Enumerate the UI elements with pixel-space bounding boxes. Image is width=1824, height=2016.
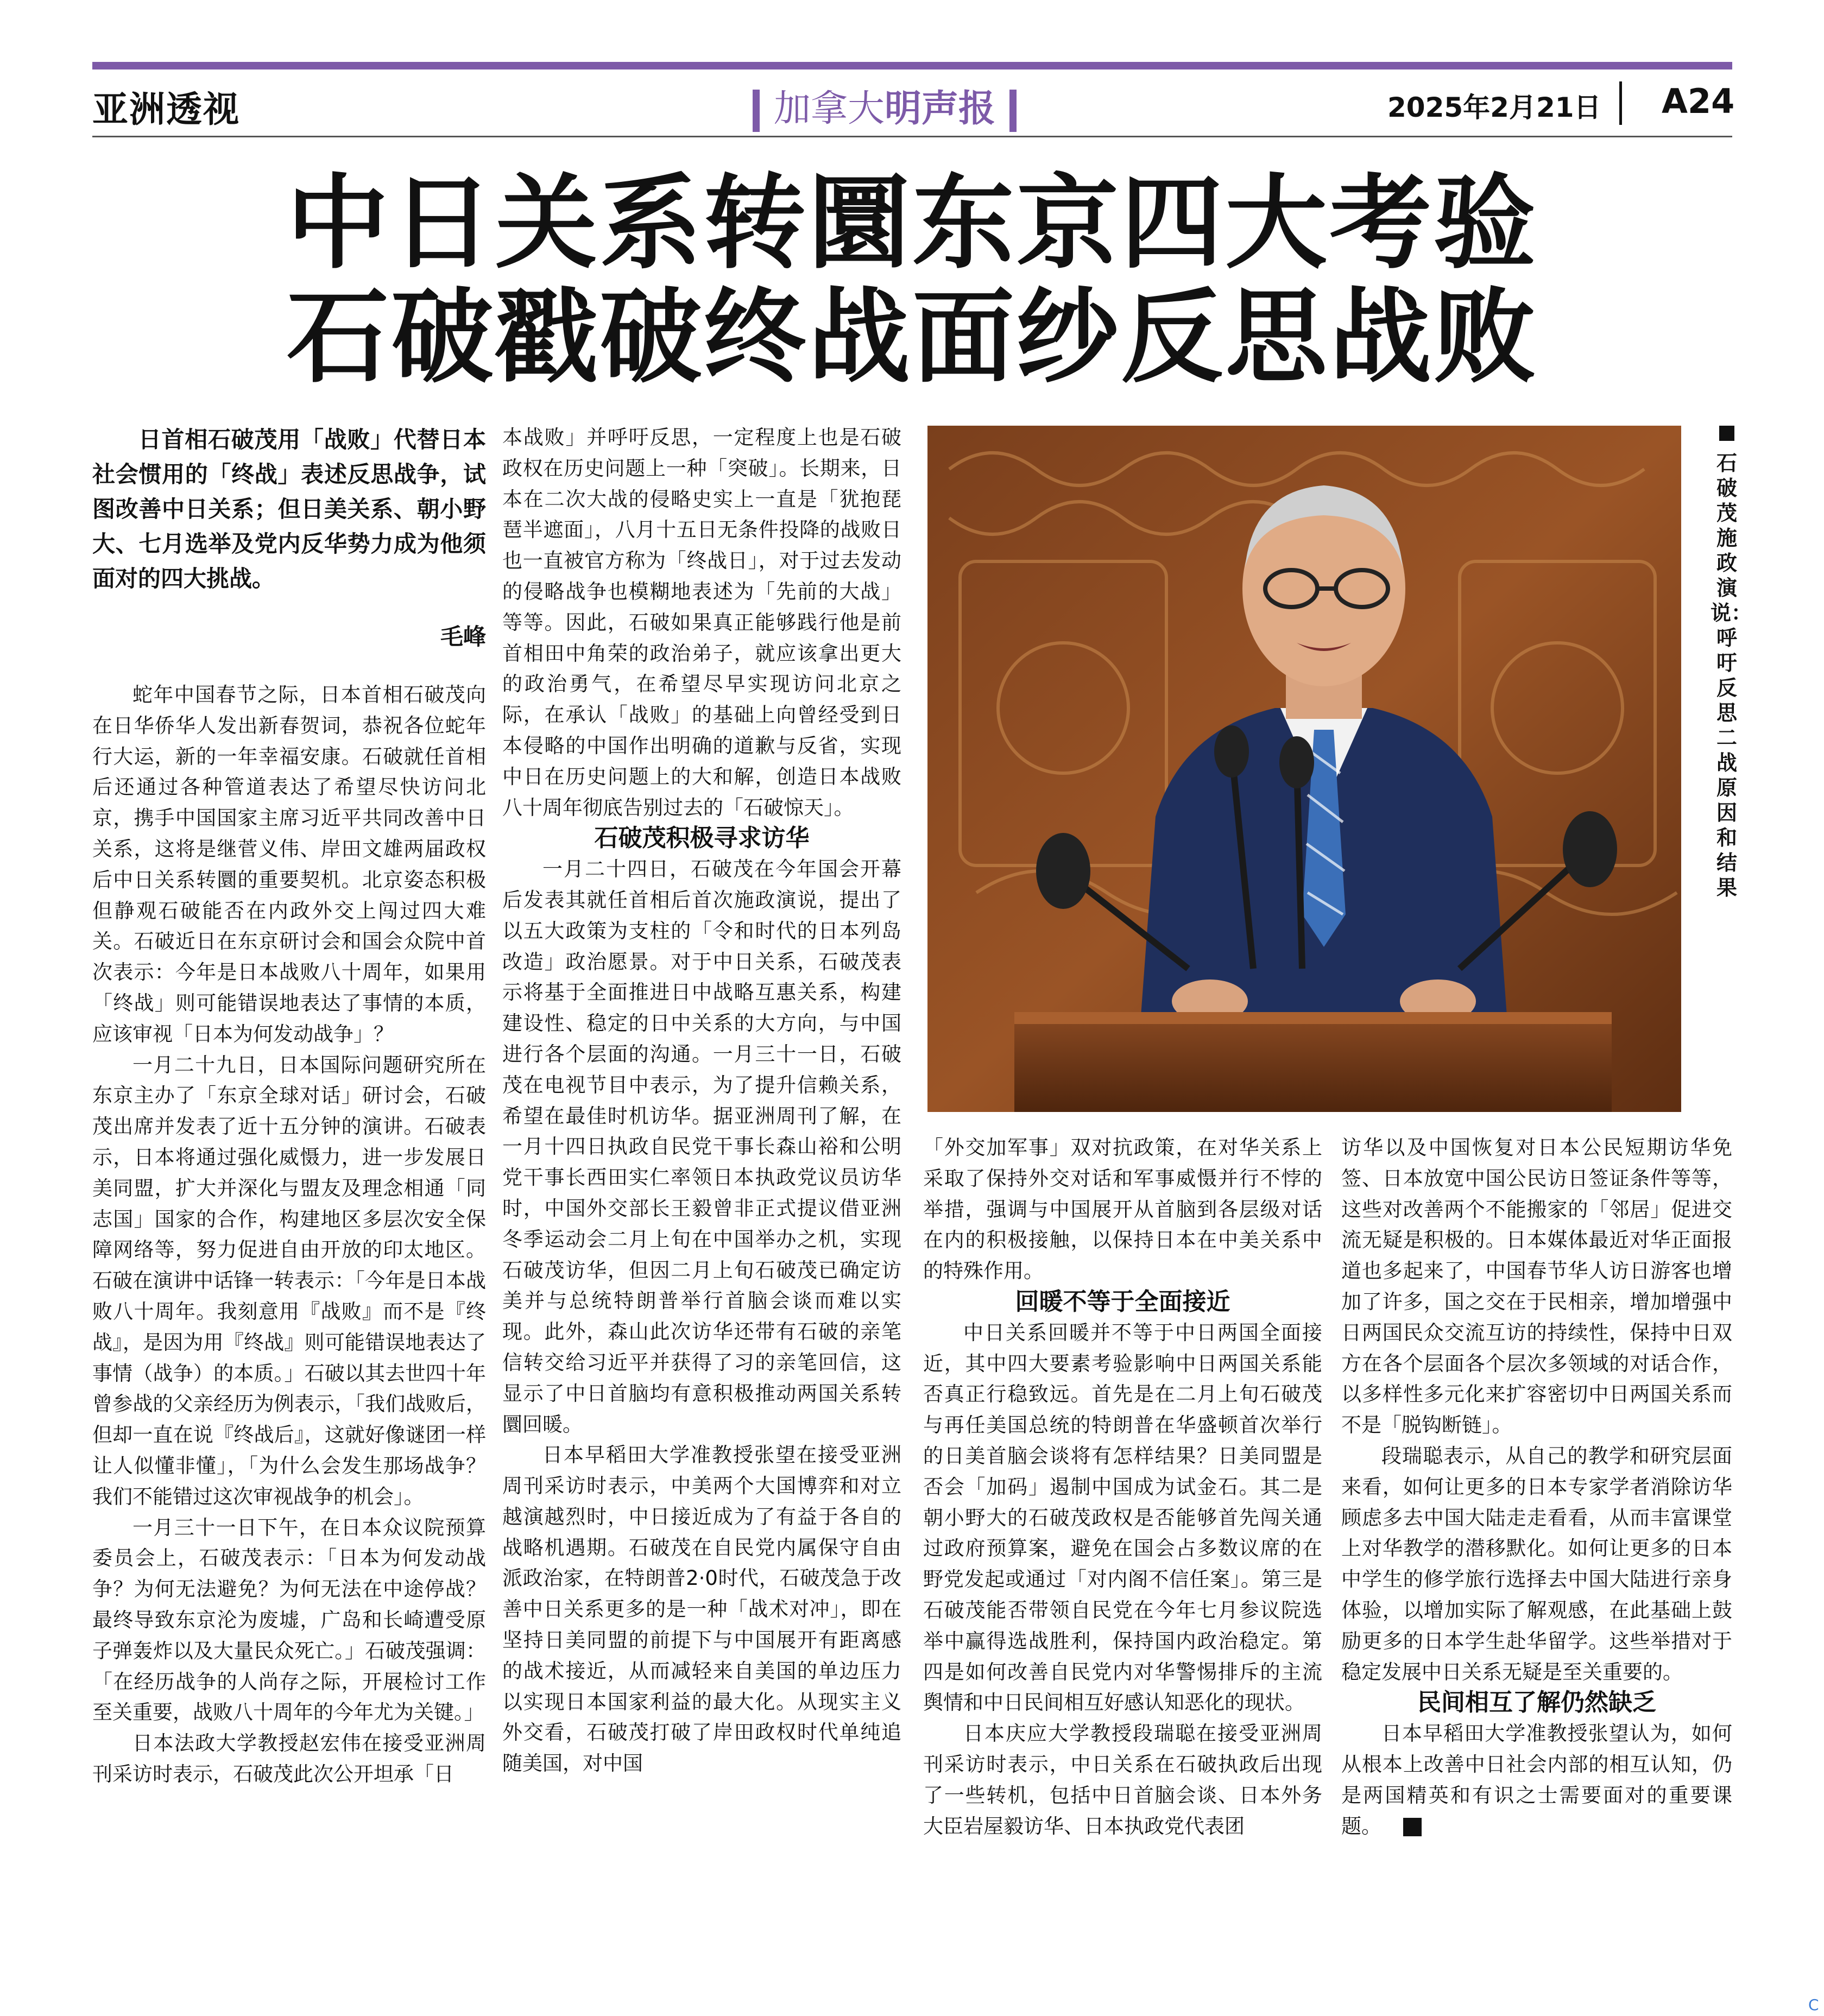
photo-caption [1711, 426, 1752, 900]
lead-paragraph [92, 422, 486, 596]
subheading-mutual-understanding: 民间相互了解仍然缺乏 [1417, 1689, 1656, 1717]
paragraph-final [1341, 1718, 1732, 1842]
photo-ishiba-speech [927, 426, 1681, 1112]
paragraph: 一月二十四日，石破茂在今年国会开幕后发表其就任首相后首次施政演说，提出了以五大政策为支柱的「令和时代的日本列岛改造」政治愿景。对于中日关系，石破茂表示将基于全面推进日中战略互惠关系，构建建设性、稳定的日中关系的大方向，与中国进行各个层面的沟通。一月三十一日，石破茂在电视节目中表示，为了提升信赖关系，希望在最佳时机访华。据亚洲周刊了解，在一月十四日执政自民党干事长森山裕和公明党干事长西田实仁率领日本执政党议员访华时，中国外交部长王毅曾非正式提议借亚洲冬季运动会二月上旬在中国举办之机，实现石破茂访华，但因二月上旬石破茂已确定访美并与总统特朗普举行首脑会谈而难以实现。此外，森山此次访华还带有石破的亲笔信转交给习近平并获得了习的亲笔回信，这显示了中日首脑均有意积极推动两国关系转圜回暖。 [502, 857, 901, 1436]
article-column-1 [92, 680, 486, 1790]
masthead-right-bar [1009, 90, 1017, 132]
section-title: 亚洲透视 [92, 88, 240, 130]
date-separator [1619, 81, 1622, 125]
subheading-visit-china: 石破茂积极寻求访华 [594, 824, 810, 852]
masthead-left-bar [753, 90, 760, 132]
article-column-3 [923, 1133, 1322, 1842]
end-mark-square [1403, 1818, 1422, 1836]
masthead [739, 79, 1031, 132]
paragraph: 中日关系回暖并不等于中日两国全面接近，其中四大要素考验影响中日两国关系能否真正行稳致远。首先是在二月上旬石破茂与再任美国总统的特朗普在华盛顿首次举行的日美首脑会谈将有怎样结果？日美同盟是否会「加码」遏制中国成为试金石。其二是朝小野大的石破茂政权是否能够首先闯关通过政府预算案，避免在国会占多数议席的在野党发起或通过「对内阁不信任案」。第三是石破茂能否带领自民党在今年七月参议院选举中赢得选战胜利，保持国内政治稳定。第四是如何改善自民党内对华警惕排斥的主流舆情和中日民间相互好感认知恶化的现状。 [923, 1320, 1322, 1715]
paragraph: 日本庆应大学教授段瑞聪在接受亚洲周刊采访时表示，中日关系在石破执政后出现了一些转机，包括中日首脑会谈、日本外务大臣岩屋毅访华、日本执政党代表团 [923, 1722, 1322, 1838]
caption-text: 石破茂施政演说：呼吁反思二战原因和结果 [1711, 451, 1752, 900]
paragraph: 段瑞聪表示，从自己的教学和研究层面来看，如何让更多的日本专家学者消除访华顾虑多去中国大陆走走看看，从而丰富课堂上对华教学的潜移默化。如何让更多的日本中学生的修学旅行选择去中国大陆进行亲身体验，以增加实际了解观感，在此基础上鼓励更多的日本学生赴华留学。这些举措对于稳定发展中日关系无疑是至关重要的。 [1341, 1444, 1732, 1684]
paragraph: 「外交加军事」双对抗政策，在对华关系上采取了保持外交对话和军事威慑并行不悖的举措，强调与中国展开从首脑到各层级对话在内的积极接触，以保持日本在中美关系中的特殊作用。 [923, 1136, 1322, 1283]
issue-date: 2025年2月21日 [1387, 92, 1601, 123]
headline-line-2: 石破戳破终战面纱反思战败 [287, 278, 1538, 397]
article-column-4 [1341, 1133, 1732, 1842]
masthead-prefix: 加拿大 [774, 87, 885, 130]
corner-mark: C [1808, 1996, 1819, 2014]
subheading-warming: 回暖不等于全面接近 [1015, 1287, 1230, 1316]
photo-illustration [927, 426, 1681, 1112]
author-byline: 毛峰 [440, 623, 486, 650]
article-column-2 [502, 422, 901, 1779]
lead-text: 日首相石破茂用「战败」代替日本社会惯用的「终战」表述反思战争，试图改善中日关系；但日美关系、朝小野大、七月选举及党内反华势力成为他须面对的四大挑战。 [92, 426, 486, 592]
masthead-name: 明声报 [885, 87, 996, 130]
caption-square-marker [1719, 426, 1734, 441]
paragraph: 蛇年中国春节之际，日本首相石破茂向在日华侨华人发出新春贺词，恭祝各位蛇年行大运，新的一年幸福安康。石破就任首相后还通过各种管道表达了希望尽快访问北京，携手中国国家主席习近平共同改善中日关系，这将是继菅义伟、岸田文雄两届政权后中日关系转圜的重要契机。北京姿态积极但静观石破能否在内政外交上闯过四大难关。石破近日在东京研讨会和国会众院中首次表示：今年是日本战败八十周年，如果用「终战」则可能错误地表达了事情的本质，应该审视「日本为何发动战争」？ [92, 683, 486, 1046]
header-rule [92, 136, 1732, 137]
top-color-bar [92, 62, 1732, 69]
page-number: A24 [1662, 81, 1735, 121]
paragraph: 本战败」并呼吁反思，一定程度上也是石破政权在历史问题上一种「突破」。长期来，日本在二次大战的侵略史实上一直是「犹抱琵琶半遮面」，八月十五日无条件投降的战败日也一直被官方称为「终战日」，对于过去发动的侵略战争也模糊地表述为「先前的大战」等等。因此，石破如果真正能够践行他是前首相田中角荣的政治弟子，就应该拿出更大的政治勇气，在希望尽早实现访问北京之际，在承认「战败」的基础上向曾经受到日本侵略的中国作出明确的道歉与反省，实现中日在历史问题上的大和解，创造日本战败八十周年彻底告别过去的「石破惊天」。 [502, 426, 901, 819]
paragraph: 日本法政大学教授赵宏伟在接受亚洲周刊采访时表示，石破茂此次公开坦承「日 [92, 1731, 486, 1786]
headline-line-1: 中日关系转圜东京四大考验 [287, 164, 1538, 283]
paragraph: 日本早稻田大学准教授张望在接受亚洲周刊采访时表示，中美两个大国博弈和对立越演越烈时，中日接近成为了有益于各自的战略机遇期。石破茂在自民党内属保守自由派政治家，在特朗普2·0时代，石破茂急于改善中日关系更多的是一种「战术对冲」，即在坚持日美同盟的前提下与中国展开有距离感的战术接近，从而减轻来自美国的单边压力以实现日本国家利益的最大化。从现实主义外交看，石破茂打破了岸田政权时代单纯追随美国，对中国 [502, 1443, 901, 1775]
paragraph: 访华以及中国恢复对日本公民短期访华免签、日本放宽中国公民访日签证条件等等，这些对改善两个不能搬家的「邻居」促进交流无疑是积极的。日本媒体最近对华正面报道也多起来了，中国春节华人访日游客也增加了许多，国之交在于民相亲，增加增强中日两国民众交流互访的持续性，保持中日双方在各个层面各个层次多领域的对话合作，以多样性多元化来扩容密切中日两国关系而不是「脱钩断链」。 [1341, 1136, 1732, 1437]
paragraph: 一月三十一日下午，在日本众议院预算委员会上，石破茂表示：「日本为何发动战争？为何无法避免？为何无法在中途停战？最终导致东京沦为废墟，广岛和长崎遭受原子弹轰炸以及大量民众死亡。」石破茂强调：「在经历战争的人尚存之际，开展检讨工作至关重要，战败八十周年的今年尤为关键。」 [92, 1515, 486, 1724]
final-text: 日本早稻田大学准教授张望认为，如何从根本上改善中日社会内部的相互认知，仍是两国精英和有识之士需要面对的重要课题。 [1341, 1722, 1732, 1838]
paragraph: 一月二十九日，日本国际问题研究所在东京主办了「东京全球对话」研讨会，石破茂出席并发表了近十五分钟的演讲。石破表示，日本将通过强化威慑力，进一步发展日美同盟，扩大并深化与盟友及理念相通「同志国」国家的合作，构建地区多层次安全保障网络等，努力促进自由开放的印太地区。石破在演讲中话锋一转表示：「今年是日本战败八十周年。我刻意用『战败』而不是『终战』，是因为用『终战』则可能错误地表达了事情（战争）的本质。」石破以其去世四十年曾参战的父亲经历为例表示，「我们战败后，但却一直在说『终战后』，这就好像谜团一样让人似懂非懂」，「为什么会发生那场战争？我们不能错过这次审视战争的机会」。 [92, 1053, 486, 1508]
